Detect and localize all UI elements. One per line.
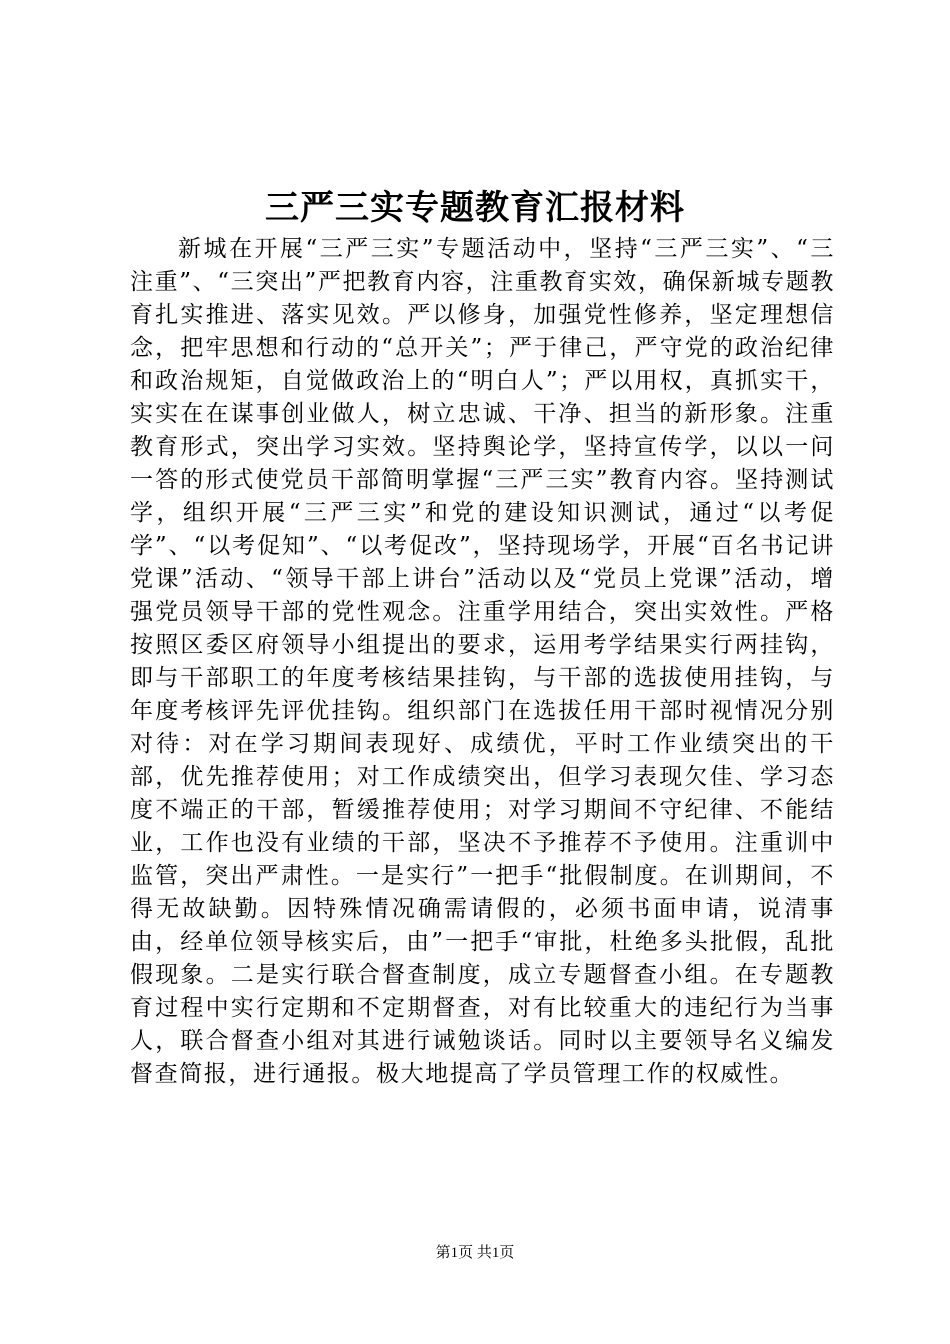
page-number-footer: 第1页 共1页 [435, 1245, 515, 1261]
document-title: 三严三实专题教育汇报材料 [265, 188, 685, 228]
document-body-paragraph: 新城在开展“三严三实”专题活动中，坚持“三严三实”、“三注重”、“三突出”严把教育内容，注重教育实效，确保新城专题教育扎实推进、落实见效。严以修身，加强党性修养，坚定理想信念，把牢思想和行动的“总开关”；严于律己，严守党的政治纪律和政治规矩，自觉做政治上的“明白人”；严以用权，真抓实干，实实在在谋事创业做人，树立忠诚、干净、担当的新形象。注重教育形式，突出学习实效。坚持舆论学，坚持宣传学，以以一问一答的形式使党员干部简明掌握“三严三实”教育内容。坚持测试学，组织开展“三严三实”和党的建设知识测试，通过“以考促学”、“以考促知”、“以考促改”，坚持现场学，开展“百名书记讲党课”活动、“领导干部上讲台”活动以及“党员上党课”活动，增强党员领导干部的党性观念。注重学用结合，突出实效性。严格按照区委区府领导小组提出的要求，运用考学结果实行两挂钩，即与干部职工的年度考核结果挂钩，与干部的选拔使用挂钩，与年度考核评先评优挂钩。组织部门在选拔任用干部时视情况分别对待：对在学习期间表现好、成绩优，平时工作业绩突出的干部，优先推荐使用；对工作成绩突出，但学习表现欠佳、学习态度不端正的干部，暂缓推荐使用；对学习期间不守纪律、不能结业，工作也没有业绩的干部，坚决不予推荐不予使用。注重训中监管，突出严肃性。一是实行”一把手“批假制度。在训期间，不得无故缺勤。因特殊情况确需请假的，必须书面申请，说清事由，经单位领导核实后，由”一把手“审批，杜绝多头批假，乱批假现象。二是实行联合督查制度，成立专题督查小组。在专题教育过程中实行定期和不定期督查，对有比较重大的违纪行为当事人，联合督查小组对其进行诫勉谈话。同时以主要领导名义编发督查简报，进行通报。极大地提高了学员管理工作的权威性。 [130, 236, 835, 1087]
